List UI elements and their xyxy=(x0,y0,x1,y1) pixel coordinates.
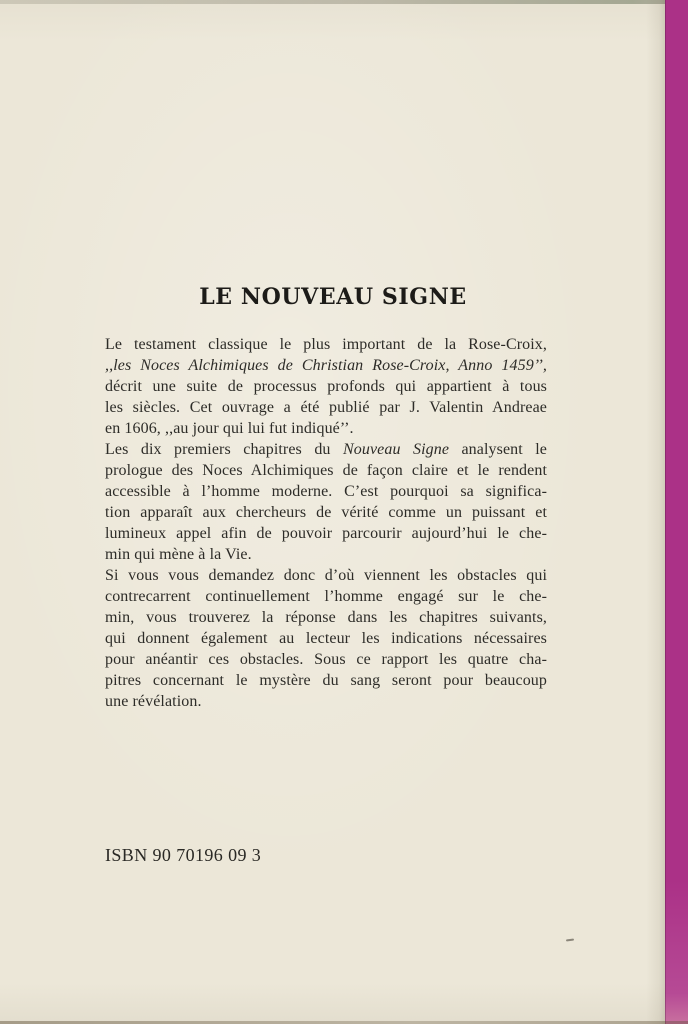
text-line: une révélation. xyxy=(105,693,202,710)
text-line: Si vous vous demandez donc d’où viennent les obstacles qui xyxy=(105,567,547,584)
text-line: tion apparaît aux chercheurs de vérité comme un puissant et xyxy=(105,504,547,521)
paragraph xyxy=(105,439,547,565)
text-line: ,,les Noces Alchimiques de Christian Rose-Croix, Anno 1459’’, xyxy=(105,357,547,374)
text-line: min, vous trouverez la réponse dans les chapitres suivants, xyxy=(105,609,547,626)
text-line: Les dix premiers chapitres du Nouveau Signe analysent le xyxy=(105,441,547,458)
text-line: lumineux appel afin de pouvoir parcourir aujourd’hui le che- xyxy=(105,525,547,542)
isbn-text: ISBN 90 70196 09 3 xyxy=(105,845,262,865)
text-line: pitres concernant le mystère du sang seront pour beaucoup xyxy=(105,672,547,689)
spine-stripe xyxy=(665,0,688,1024)
text-line: décrit une suite de processus profonds qui appartient à tous xyxy=(105,378,547,395)
scan-top-edge xyxy=(0,0,688,4)
text-line: pour anéantir ces obstacles. Sous ce rapport les quatre cha- xyxy=(105,651,547,668)
text-line: prologue des Noces Alchimiques de façon claire et le rendent xyxy=(105,462,547,479)
text-line: contrecarrent continuellement l’homme engagé sur le che- xyxy=(105,588,547,605)
paragraph xyxy=(105,334,547,439)
paper-speck xyxy=(566,938,574,941)
text-line: en 1606, ,,au jour qui lui fut indiqué’’. xyxy=(105,420,354,437)
book-title: LE NOUVEAU SIGNE xyxy=(199,284,467,310)
text-line: accessible à l’homme moderne. C’est pourquoi sa significa- xyxy=(105,483,547,500)
blurb-text xyxy=(105,334,547,712)
text-line: Le testament classique le plus important de la Rose-Croix, xyxy=(105,336,547,353)
cover-crease-shadow xyxy=(646,0,666,1024)
text-line: min qui mène à la Vie. xyxy=(105,546,252,563)
text-line: les siècles. Cet ouvrage a été publié par J. Valentin Andreae xyxy=(105,399,547,416)
text-line: qui donnent également au lecteur les indications nécessaires xyxy=(105,630,547,647)
paragraph xyxy=(105,565,547,712)
